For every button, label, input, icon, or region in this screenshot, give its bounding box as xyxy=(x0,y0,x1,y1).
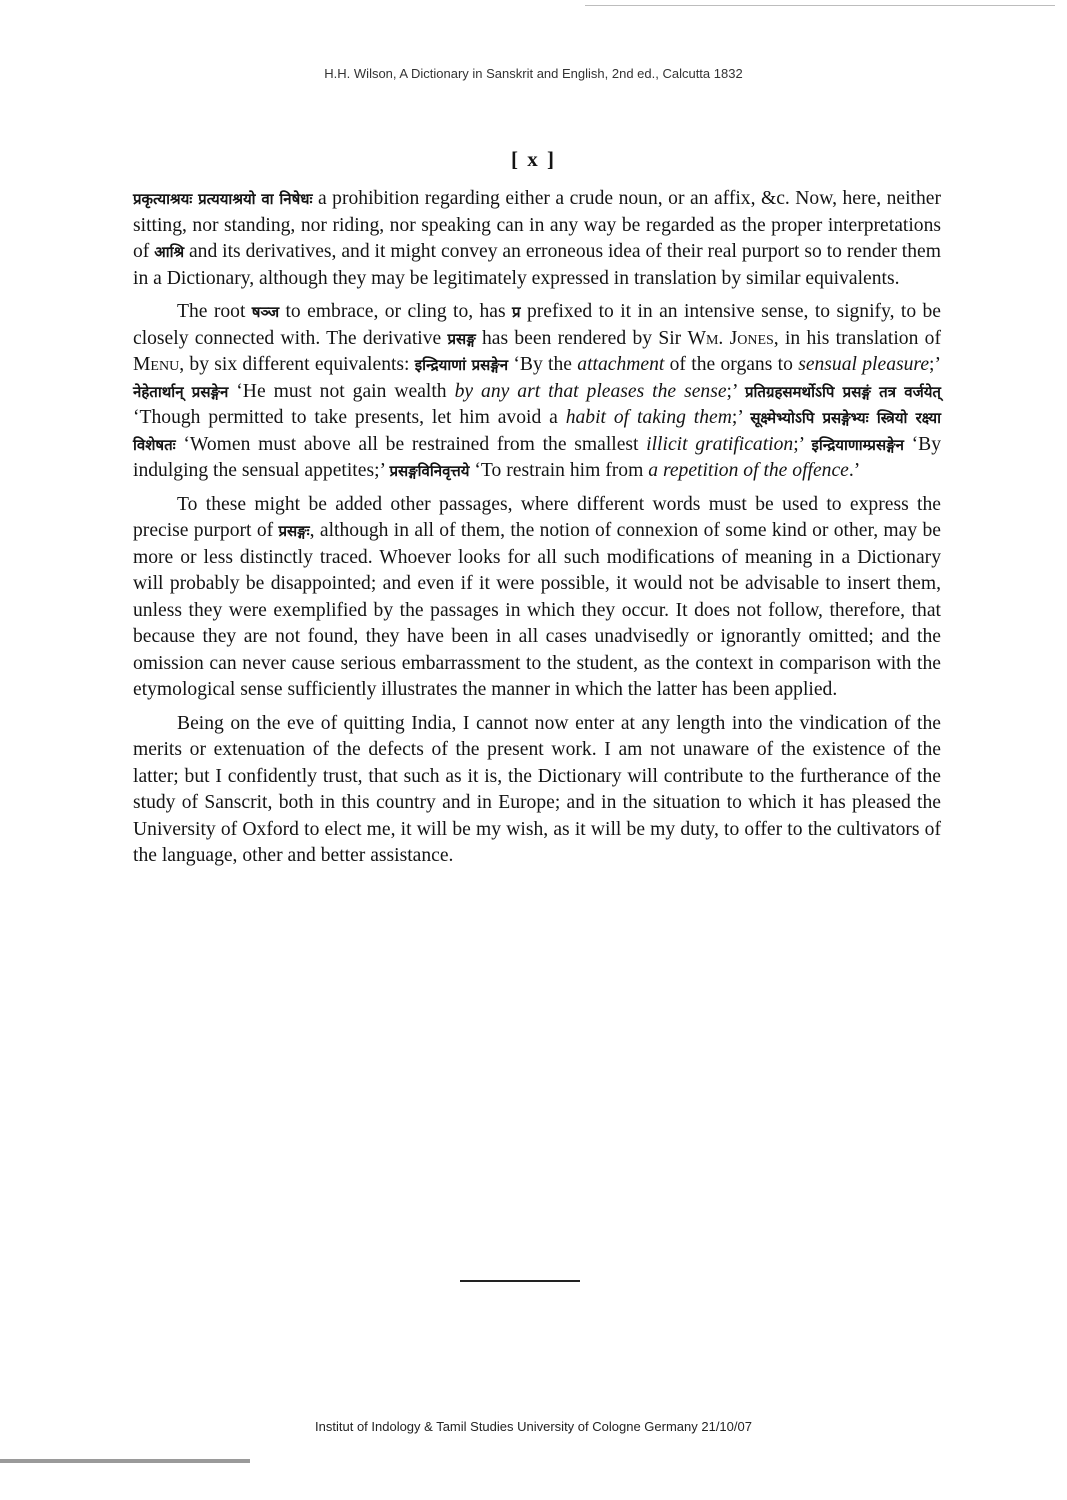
body-text xyxy=(133,186,941,877)
paragraph-3 xyxy=(133,492,941,704)
end-rule xyxy=(460,1280,580,1282)
text-run: of the organs to xyxy=(664,354,799,375)
text-run: and its derivatives, and it might convey an erroneous idea of their real purport so to render them in a Dictionary, although they may be legitimately expressed in translation by similar equivalents. xyxy=(133,241,941,289)
sanskrit-term: प्रसङ्ग xyxy=(447,329,476,348)
text-run: a prohibition regarding either a crude noun, or an affix, &c. Now, here, neither sitting, nor standing, nor riding, nor speaking can in any way be regarded as the proper interpretations of xyxy=(133,188,941,262)
text-run: , although in all of them, the notion of connexion of some kind or other, may be more or less distinctly traced. Whoever looks for all such modifications of meaning in a Dictionary will probably be disappointed; and even if it were possible, it would not be advisable to insert them, unless they were exemplified by the passages in which they occur. It does not follow, therefore, that because they are not found, they have been in all cases unadvisedly or ignorantly omitted; and the omission can never cause serious embarrassment to the student, as the context in comparison with the etymological sense sufficiently illustrates the manner in which the latter has been applied. xyxy=(133,520,941,700)
paragraph-2 xyxy=(133,299,941,485)
italic-run: sensual pleasure xyxy=(798,354,930,375)
sanskrit-term: प्रतिग्रहसमर्थोऽपि प्रसङ्गं तत्र वर्जयेत् xyxy=(745,382,941,401)
sanskrit-term: षञ्ज xyxy=(251,303,280,321)
scan-edge-mark xyxy=(0,1459,250,1463)
sanskrit-term: प्रसङ्गः xyxy=(278,522,310,540)
text-run: ‘By the xyxy=(508,354,578,375)
text-run: ‘He must not gain wealth xyxy=(228,380,455,402)
sanskrit-term: प्रकृत्याश्रयः प्रत्ययाश्रयो वा निषेधः xyxy=(133,190,313,208)
text-run: ;’ xyxy=(726,380,746,402)
text-run: ;’ xyxy=(731,407,751,428)
sanskrit-term: प्र xyxy=(512,303,521,321)
text-run: To these might be added other passages, where different words must be used to express the precise purport of xyxy=(133,493,941,541)
text-run: ‘By indulging the sensual appetites;’ xyxy=(133,433,942,481)
italic-run: illicit gratification xyxy=(646,433,794,455)
sanskrit-term: इन्द्रियाणां प्रसङ्गेन xyxy=(414,356,509,374)
text-run: , in his translation of xyxy=(773,327,941,349)
text-run: The root xyxy=(177,301,252,322)
italic-run: attachment xyxy=(577,354,665,375)
page-number: [ x ] xyxy=(511,147,556,171)
sanskrit-term: सूक्ष्मेभ्योऽपि प्रसङ्गेभ्यः स्त्रियो रक्ष्या विशेषतः xyxy=(133,409,942,454)
paragraph-1 xyxy=(133,186,941,292)
text-run: ;’ xyxy=(793,433,812,455)
author-name: Wm. Jones xyxy=(687,327,774,349)
italic-run: by any art that pleases the sense xyxy=(454,380,727,402)
text-run: ‘Though permitted to take presents, let him avoid a xyxy=(133,407,566,428)
text-run: to embrace, or cling to, has xyxy=(279,301,513,322)
text-run: ;’ xyxy=(929,354,941,375)
text-run: prefixed to it in an intensive sense, to signify, to be closely connected with. The derivative xyxy=(133,301,941,349)
page-footer: Institut of Indology & Tamil Studies University of Cologne Germany 21/10/07 xyxy=(315,1419,752,1434)
italic-run: habit of taking them xyxy=(565,407,732,428)
sanskrit-term: आश्रि xyxy=(154,243,185,261)
text-run: .’ xyxy=(848,460,861,481)
text-run: , by six different equivalents: xyxy=(179,354,415,375)
text-run: has been rendered by Sir xyxy=(475,327,688,349)
sanskrit-term: नेहेतार्थान् प्रसङ्गेन xyxy=(133,382,229,401)
italic-run: a repetition of the offence xyxy=(648,460,849,481)
paragraph-4: Being on the eve of quitting India, I cannot now enter at any length into the vindication of the merits or extenuation of the defects of the present work. I am not unaware of the existence of the latter; but I confidently trust, that such as it is, the Dictionary will contribute to the furtherance of the study of Sanscrit, both in this country and in Europe; and in the situation to which it has pleased the University of Oxford to elect me, it will be my wish, as it will be my duty, to offer to the cultivators of the language, other and better assistance. xyxy=(133,712,941,866)
text-run: ‘Women must above all be restrained from the smallest xyxy=(175,433,647,455)
scan-top-rule xyxy=(585,5,1055,6)
text-run: ‘To restrain him from xyxy=(469,460,649,481)
sanskrit-term: प्रसङ्गविनिवृत्तये xyxy=(389,462,470,480)
page-header: H.H. Wilson, A Dictionary in Sanskrit and English, 2nd ed., Calcutta 1832 xyxy=(324,66,743,81)
work-name: Menu xyxy=(133,354,180,375)
sanskrit-term: इन्द्रियाणाम्प्रसङ्गेन xyxy=(811,435,904,454)
